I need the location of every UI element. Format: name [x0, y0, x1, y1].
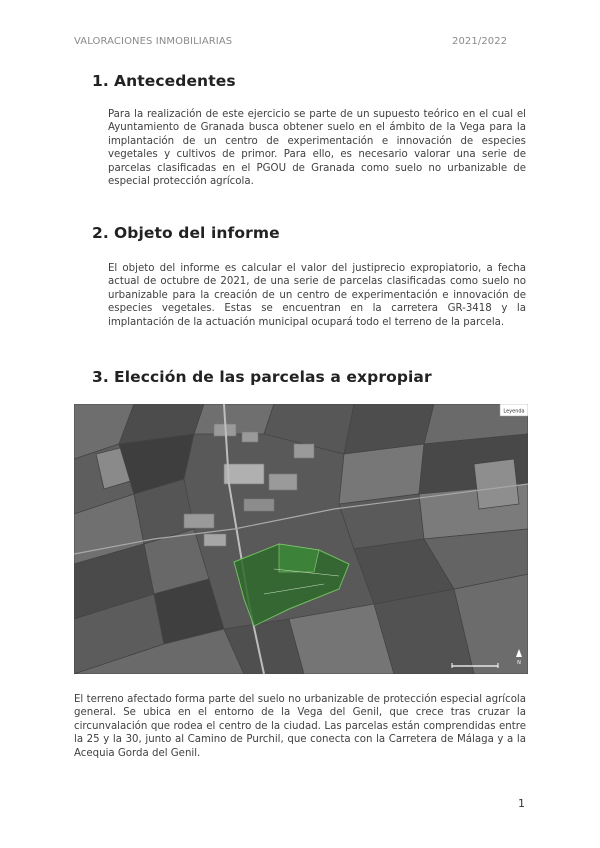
map-legend-label: Leyenda [503, 408, 525, 415]
section-title: Objeto del informe [114, 224, 280, 242]
page-number: 1 [518, 797, 525, 810]
north-label: N [517, 660, 521, 666]
section-title: Antecedentes [114, 72, 236, 90]
section-paragraph-objeto: El objeto del informe es calcular el valor del justiprecio expropiatorio, a fecha actual de octubre de 2021, de una serie de parcelas clasificadas como suelo no urbanizable para la creación de un centro de experimentación e innovación de especies vegetales. Estas se encuentran en la carretera GR-3418 y la implantación de la actuación municipal ocupará todo el terreno de la parcela. [108, 263, 526, 328]
section-number: 1. [92, 72, 109, 90]
running-header-title: VALORACIONES INMOBILIARIAS [74, 36, 233, 47]
section-heading-objeto [92, 224, 280, 242]
section-paragraph-eleccion: El terreno afectado forma parte del suelo no urbanizable de protección especial agrícola general. Se ubica en el entorno de la Vega del Genil, que crece tras cruzar la circunvalación que rodea el centro de la ciudad. Las parcelas están comprendidas entre la 25 y la 30, junto al Camino de Purchil, que conecta con la Carretera de Málaga y a la Acequia Gorda del Genil. [74, 694, 526, 759]
section-heading-eleccion [92, 368, 432, 386]
section-heading-antecedentes [92, 72, 236, 90]
section-number: 3. [92, 368, 109, 386]
aerial-map-image [74, 404, 528, 674]
aerial-map-graphic [74, 404, 528, 674]
section-paragraph-antecedentes: Para la realización de este ejercicio se parte de un supuesto teórico en el cual el Ayuntamiento de Granada busca obtener suelo en el ámbito de la Vega para la implantación de un centro de experimentación e innovación de especies vegetales y cultivos de primor. Para ello, es necesario valorar una serie de parcelas clasificadas en el PGOU de Granada como suelo no urbanizable de especial protección agrícola. [108, 109, 526, 188]
running-header-year: 2021/2022 [452, 36, 508, 47]
section-title: Elección de las parcelas a expropiar [114, 368, 432, 386]
section-number: 2. [92, 224, 109, 242]
